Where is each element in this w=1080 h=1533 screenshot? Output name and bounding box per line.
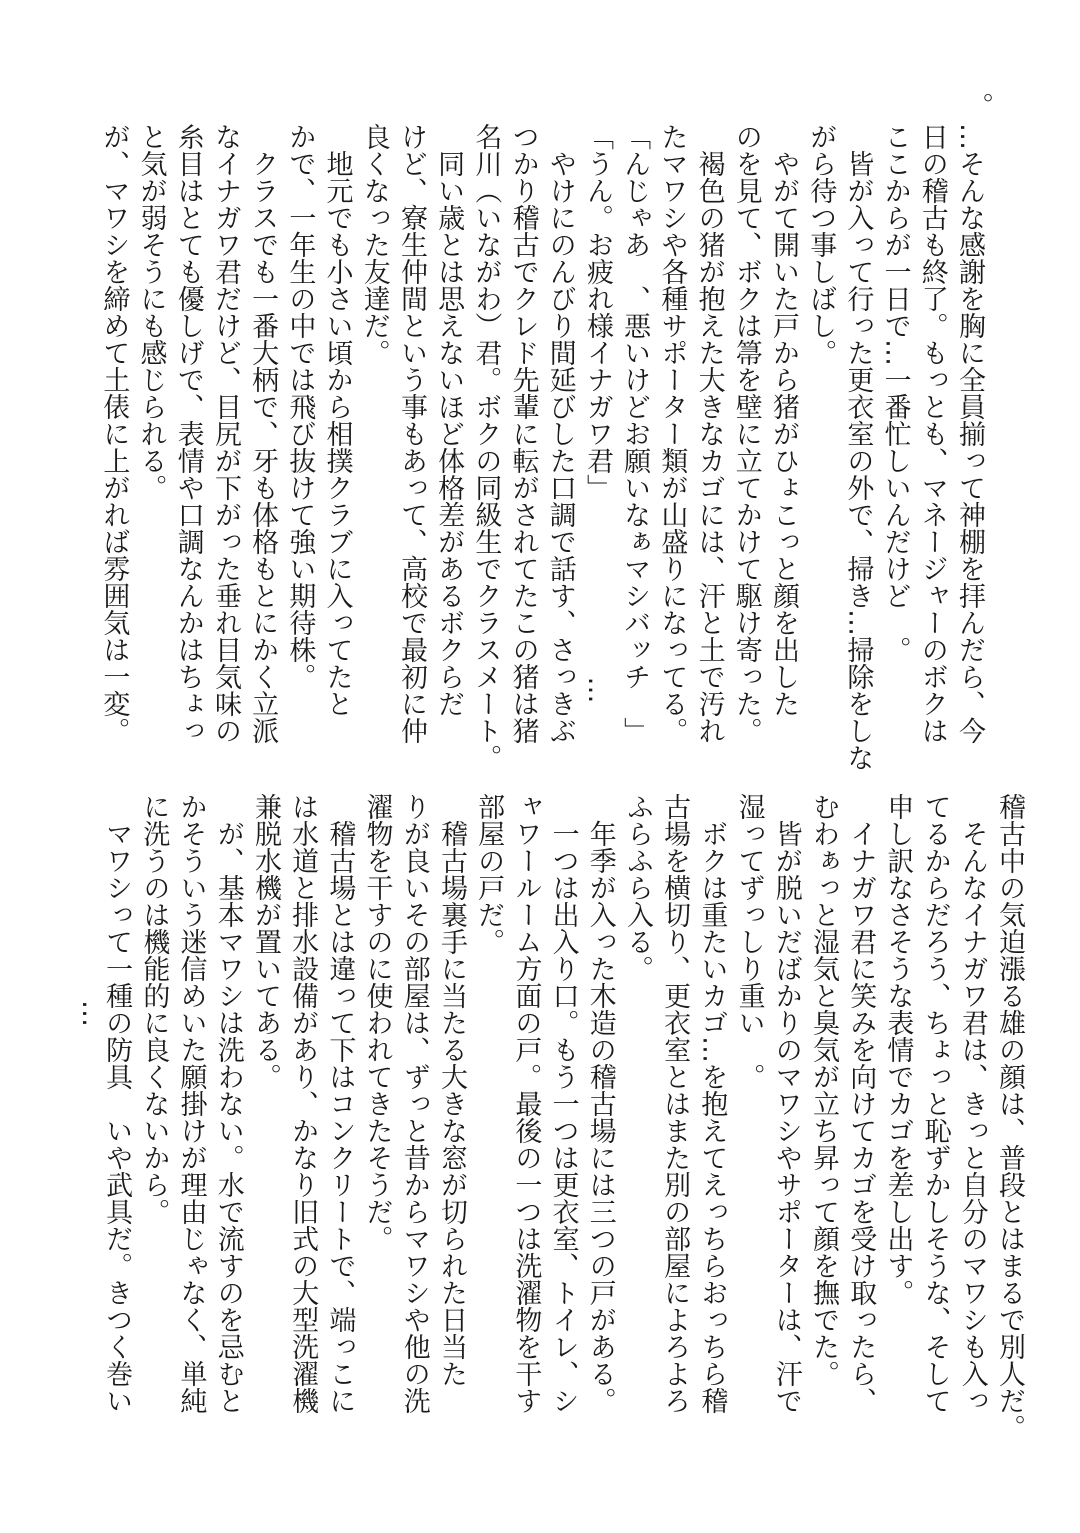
text-line: 濯物を干すのに使われてきたそうだ。 xyxy=(361,793,393,1252)
text-line: 褐色の猪が抱えた大きなカゴには、汗と土で汚れ xyxy=(693,123,725,744)
text-line: かそういう迷信めいた願掛けが理由じゃなく、単純 xyxy=(175,793,207,1414)
text-line: 良くなった友達だ。 xyxy=(358,123,390,366)
text-line: 兼脱水機が置いてある。 xyxy=(249,793,281,1090)
text-line: むわぁっと湿気と臭気が立ち昇って顔を撫でた。 xyxy=(807,793,839,1387)
text-line: 部屋の戸だ。 xyxy=(473,793,505,955)
text-line: 同い歳とは思えないほど体格差があるボクらだ xyxy=(433,123,465,717)
text-line: かで、一年生の中では飛び抜けて強い期待株。 xyxy=(284,123,316,690)
text-line: が、基本マワシは洗わない。水で流すのを忌むと xyxy=(212,793,244,1414)
stray-ellipsis: … xyxy=(76,1000,107,1027)
text-line: つかり稽古でクレド先輩に転がされてたこの猪は猪 xyxy=(507,123,539,744)
text-line: 湿ってずっしり重い 。 xyxy=(733,793,765,1090)
text-line: 「うん。お疲れ様イナガワ君」 … xyxy=(581,123,613,704)
text-line: クラスでも一番大柄で、牙も体格もとにかく立派 xyxy=(247,123,279,744)
text-line: 糸目はとても優しげで、表情や口調なんかはちょっ xyxy=(172,123,204,744)
text-line: 一つは出入り口。もう一つは更衣室、トイレ、シ xyxy=(547,793,579,1414)
text-line: 皆が入って行った更衣室の外で、掃き…掃除をしな xyxy=(842,123,874,771)
text-line: が、マワシを締めて土俵に上がれば雰囲気は一変。 xyxy=(98,123,130,744)
text-line: 地元でも小さい頃から相撲クラブに入ってたと xyxy=(321,123,353,717)
text-line: イナガワ君に笑みを向けてカゴを受け取ったら、 xyxy=(845,793,877,1414)
text-line: てるからだろう、ちょっと恥ずかしそうな、そして xyxy=(919,793,951,1414)
text-line: 日の稽古も終了。もっとも、マネージャーのボクは xyxy=(916,123,948,744)
text-line: やがて開いた戸から猪がひょこっと顔を出した xyxy=(767,123,799,717)
text-line: 名川（いながわ）君。ボクの同級生でクラスメート。 xyxy=(470,123,502,771)
text-line: は水道と排水設備があり、かなり旧式の大型洗濯機 xyxy=(287,793,319,1414)
stray-punctuation: 。 xyxy=(962,92,993,119)
text-line: 年季が入った木造の稽古場には三つの戸がある。 xyxy=(584,793,616,1414)
text-line: 稽古場裏手に当たる大きな窓が切られた日当た xyxy=(435,793,467,1387)
text-line: 皆が脱いだばかりのマワシやサポーターは、汗で xyxy=(770,793,802,1414)
text-line: りが良いその部屋は、ずっと昔からマワシや他の洗 xyxy=(398,793,430,1414)
text-line: 「んじゃあ 、悪いけどお願いなぁマシバッチ 」 xyxy=(619,123,651,744)
text-line: マワシって一種の防具 いや武具だ。きつく巻い xyxy=(101,793,133,1414)
text-line: けど、寮生仲間という事もあって、高校で最初に仲 xyxy=(395,123,427,744)
text-line: のを見て、ボクは箒を壁に立てかけて駆け寄った。 xyxy=(730,123,762,744)
text-line: なイナガワ君だけど、目尻が下がった垂れ目気味の xyxy=(209,123,241,744)
text-line: …そんな感謝を胸に全員揃って神棚を拝んだら、今 xyxy=(954,123,985,744)
text-block-top xyxy=(95,123,988,771)
text-line: がら待つ事しばし。 xyxy=(805,123,837,366)
text-line: に洗うのは機能的に良くないから。 xyxy=(138,793,170,1225)
text-line: ボクは重たいカゴ…を抱えてえっちらおっちら稽 xyxy=(696,793,728,1414)
text-line: と気が弱そうにも感じられる。 xyxy=(135,123,167,501)
text-line: 申し訳なさそうな表情でカゴを差し出す。 xyxy=(882,793,914,1306)
text-line: ふらふら入る。 xyxy=(621,793,653,982)
text-block-bottom xyxy=(98,793,1028,1441)
text-line: そんなイナガワ君は、きっと自分のマワシも入っ xyxy=(956,793,988,1414)
text-line: たマワシや各種サポーター類が山盛りになってる。 xyxy=(656,123,688,744)
text-line: ここからが一日で…一番忙しいんだけど 。 xyxy=(879,123,911,663)
text-line: ャワールーム方面の戸。最後の一つは洗濯物を干す xyxy=(510,793,542,1414)
text-line: 古場を横切り、更衣室とはまた別の部屋によろよろ xyxy=(659,793,691,1414)
text-line: 稽古中の気迫漲る雄の顔は、普段とはまるで別人だ。 xyxy=(994,793,1025,1441)
text-line: やけにのんびり間延びした口調で話す、さっきぶ xyxy=(544,123,576,744)
text-line: 稽古場とは違って下はコンクリートで、端っこに xyxy=(324,793,356,1414)
